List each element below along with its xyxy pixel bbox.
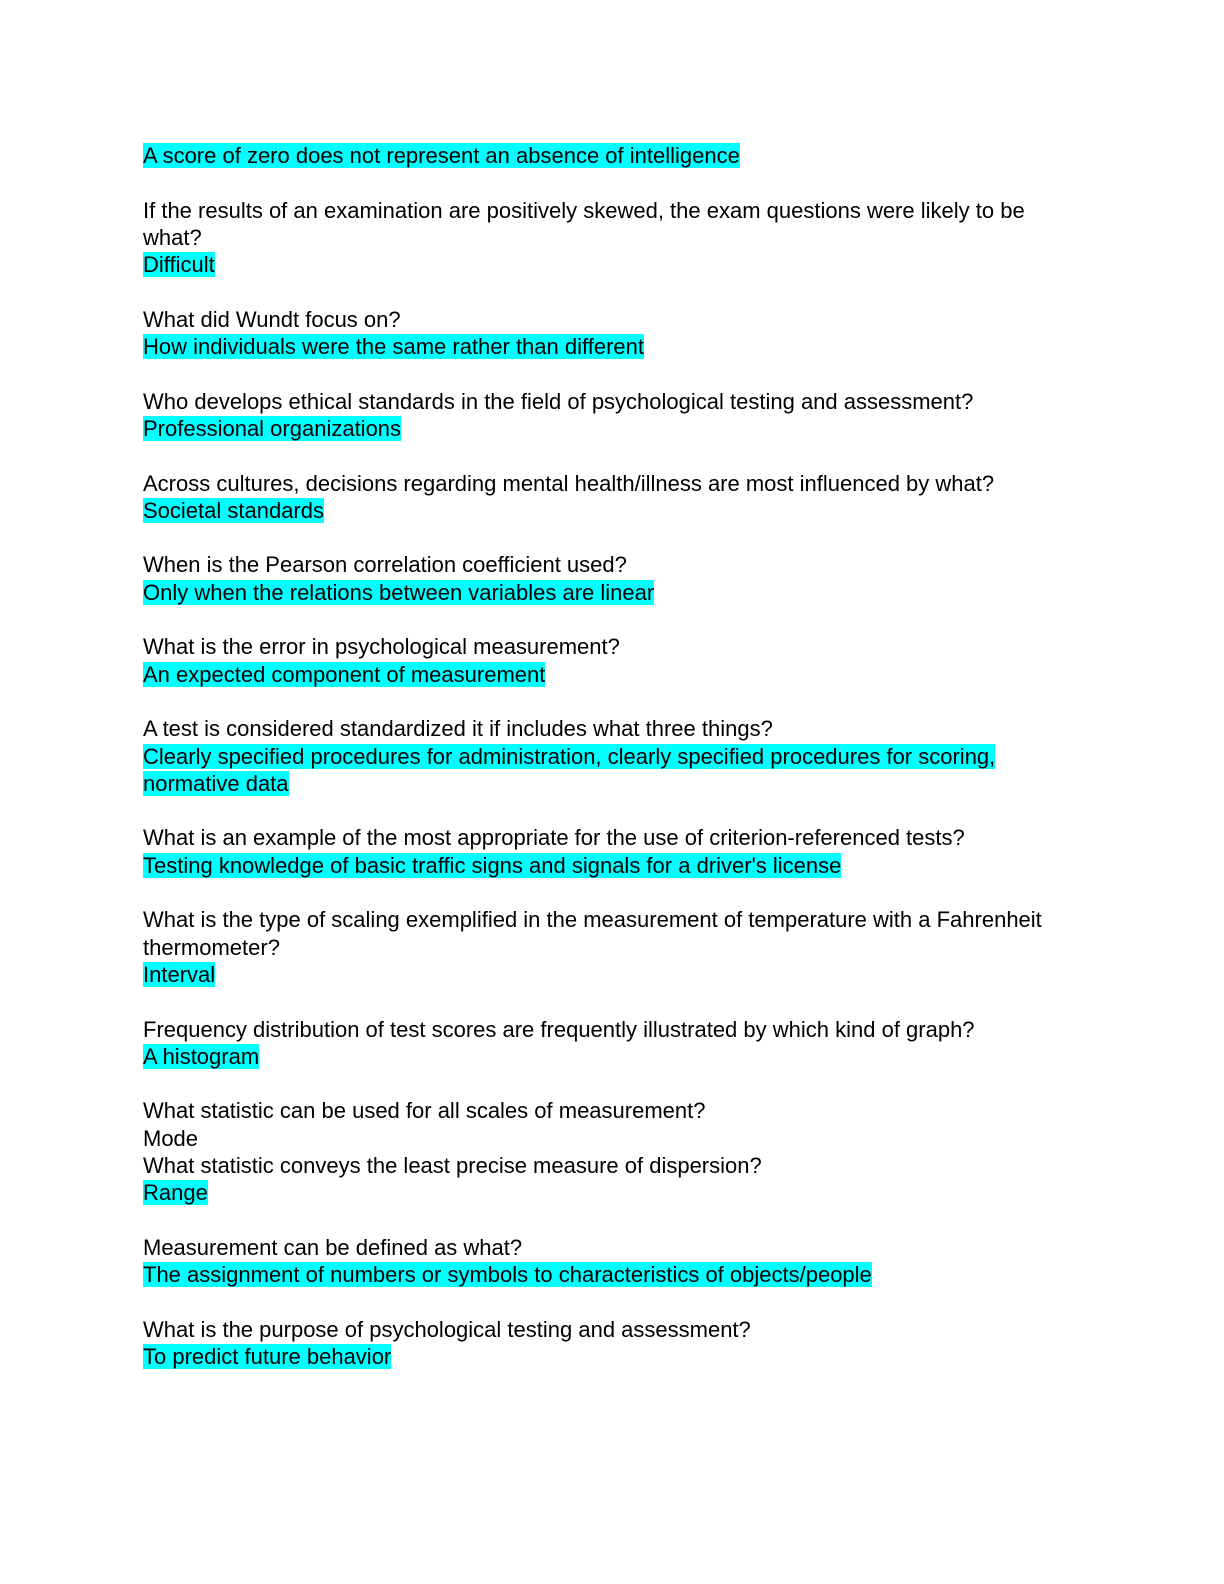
qa-item xyxy=(143,1097,1083,1152)
answer-text: To predict future behavior xyxy=(143,1344,392,1370)
question-text: Measurement can be defined as what? xyxy=(143,1234,523,1260)
answer-text: How individuals were the same rather than different xyxy=(143,334,644,360)
intro-answer: A score of zero does not represent an absence of intelligence xyxy=(143,143,740,168)
question-text: What is the purpose of psychological testing and assessment? xyxy=(143,1316,751,1342)
question-text: Across cultures, decisions regarding mental health/illness are most influenced by what? xyxy=(143,470,995,496)
qa-item xyxy=(143,1316,1083,1371)
qa-item xyxy=(143,824,1083,879)
question-text: If the results of an examination are positively skewed, the exam questions were likely to be what? xyxy=(143,197,1025,250)
answer-text-plain: Mode xyxy=(143,1125,199,1151)
qa-item xyxy=(143,1234,1083,1289)
answer-text: Clearly specified procedures for administration, clearly specified procedures for scoring, normative data xyxy=(143,743,996,796)
qa-item xyxy=(143,1016,1083,1071)
qa-item xyxy=(143,306,1083,361)
qa-item xyxy=(143,715,1083,797)
answer-text: A histogram xyxy=(143,1043,260,1069)
qa-item xyxy=(143,388,1083,443)
answer-text: Testing knowledge of basic traffic signs and signals for a driver's license xyxy=(143,852,842,878)
qa-item xyxy=(143,197,1083,279)
question-text: A test is considered standardized it if includes what three things? xyxy=(143,716,773,742)
question-text: What is an example of the most appropriate for the use of criterion-referenced tests? xyxy=(143,825,965,851)
answer-text: Difficult xyxy=(143,252,215,278)
qa-item xyxy=(143,633,1083,688)
intro-block xyxy=(143,142,1083,169)
answer-text: An expected component of measurement xyxy=(143,661,546,687)
qa-item xyxy=(143,470,1083,525)
answer-text: Only when the relations between variables are linear xyxy=(143,579,655,605)
question-text: What statistic can be used for all scales of measurement? xyxy=(143,1098,706,1124)
qa-item xyxy=(143,551,1083,606)
question-text: What statistic conveys the least precise measure of dispersion? xyxy=(143,1152,762,1178)
answer-text: Range xyxy=(143,1180,208,1206)
answer-text: Interval xyxy=(143,961,216,987)
question-text: What did Wundt focus on? xyxy=(143,306,401,332)
document-page xyxy=(143,142,1083,1398)
question-text: When is the Pearson correlation coefficient used? xyxy=(143,552,627,578)
qa-item xyxy=(143,1152,1083,1207)
qa-item xyxy=(143,906,1083,988)
question-text: What is the type of scaling exemplified in the measurement of temperature with a Fahrenheit thermometer? xyxy=(143,907,1042,960)
question-text: Frequency distribution of test scores are frequently illustrated by which kind of graph? xyxy=(143,1016,975,1042)
question-text: What is the error in psychological measurement? xyxy=(143,634,620,660)
answer-text: Societal standards xyxy=(143,497,324,523)
answer-text: Professional organizations xyxy=(143,415,402,441)
answer-text: The assignment of numbers or symbols to characteristics of objects/people xyxy=(143,1262,872,1288)
question-text: Who develops ethical standards in the field of psychological testing and assessment? xyxy=(143,388,974,414)
